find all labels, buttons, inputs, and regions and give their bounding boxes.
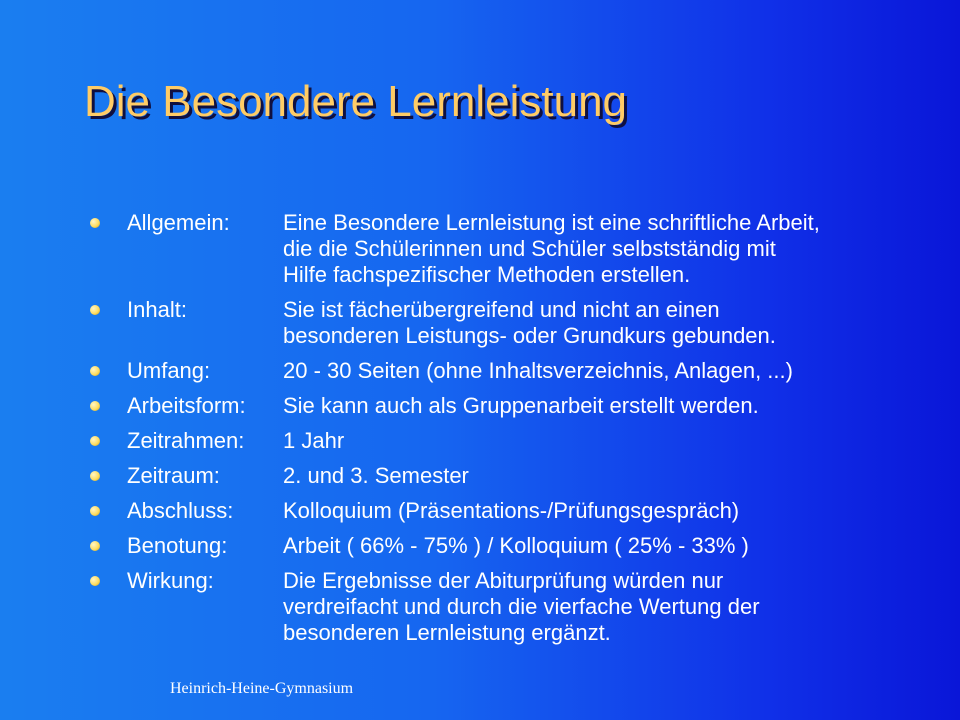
item-label: Inhalt: xyxy=(127,297,187,322)
list-item-allgemein xyxy=(84,210,944,288)
item-label: Benotung: xyxy=(127,533,228,558)
bullet-icon xyxy=(90,366,100,376)
item-text: Eine Besondere Lernleistung ist eine schriftliche Arbeit, die die Schülerinnen und Schüler selbstständig mit Hilfe fachspezifischer Methoden erstellen. xyxy=(283,210,820,287)
list-item-zeitrahmen xyxy=(84,428,944,454)
list-item-umfang xyxy=(84,358,944,384)
item-text: Arbeit ( 66% - 75% ) / Kolloquium ( 25% - 33% ) xyxy=(283,533,749,558)
list-item-zeitraum xyxy=(84,463,944,489)
item-text: Die Ergebnisse der Abiturprüfung würden nur verdreifacht und durch die vierfache Wertung der besonderen Lernleistung ergänzt. xyxy=(283,568,760,645)
item-text: 20 - 30 Seiten (ohne Inhaltsverzeichnis, Anlagen, ...) xyxy=(283,358,793,383)
item-text: 2. und 3. Semester xyxy=(283,463,469,488)
item-label: Abschluss: xyxy=(127,498,234,523)
item-label: Arbeitsform: xyxy=(127,393,246,418)
bullet-icon xyxy=(90,576,100,586)
list-item-inhalt xyxy=(84,297,944,349)
bullet-icon xyxy=(90,401,100,411)
item-label: Zeitraum: xyxy=(127,463,220,488)
list-item-benotung xyxy=(84,533,944,559)
item-label: Umfang: xyxy=(127,358,211,383)
footer-school-name: Heinrich-Heine-Gymnasium xyxy=(170,680,354,697)
item-text: Sie kann auch als Gruppenarbeit erstellt werden. xyxy=(283,393,759,418)
bullet-list xyxy=(84,210,944,655)
list-item-arbeitsform xyxy=(84,393,944,419)
item-text: Sie ist fächerübergreifend und nicht an einen besonderen Leistungs- oder Grundkurs gebunden. xyxy=(283,297,776,348)
bullet-icon xyxy=(90,471,100,481)
bullet-icon xyxy=(90,305,100,315)
bullet-icon xyxy=(90,436,100,446)
item-text: Kolloquium (Präsentations-/Prüfungsgespräch) xyxy=(283,498,740,523)
bullet-icon xyxy=(90,541,100,551)
item-label: Wirkung: xyxy=(127,568,214,593)
list-item-abschluss xyxy=(84,498,944,524)
bullet-icon xyxy=(90,506,100,516)
list-item-wirkung xyxy=(84,568,944,646)
item-label: Allgemein: xyxy=(127,210,230,235)
slide-title: Die Besondere Lernleistung xyxy=(84,77,628,126)
bullet-icon xyxy=(90,218,100,228)
item-label: Zeitrahmen: xyxy=(127,428,245,453)
item-text: 1 Jahr xyxy=(283,428,345,453)
